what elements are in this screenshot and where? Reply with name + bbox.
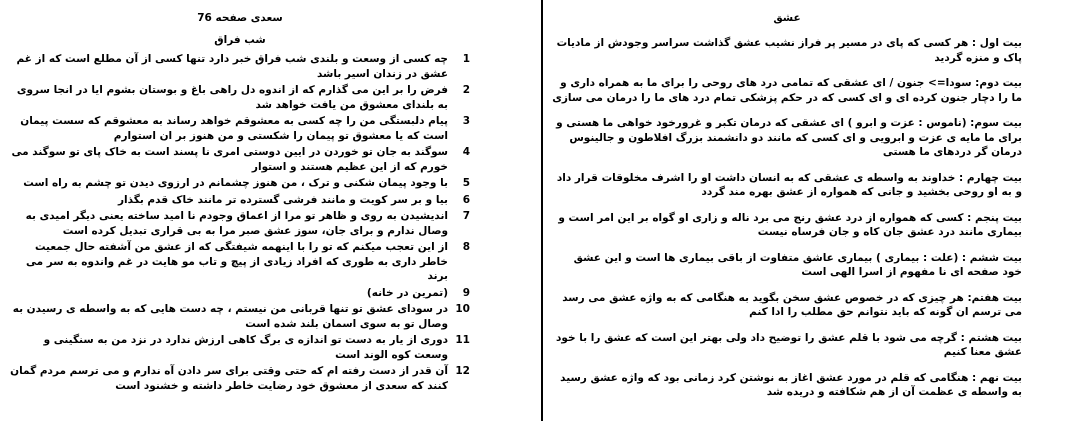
right-column xyxy=(552,0,1022,411)
bayt-paragraph: بیت پنجم : کسی که همواره از درد عشق رنج می برد ناله و زاری او گواه بر این امر است و بیماری مانند درد عشق جان کاه و جان فرساه نیست xyxy=(558,211,1022,238)
list-item xyxy=(10,145,470,174)
item-text: فرض را بر این می گذارم که از اندوه دل راهی باغ و بوستان بشوم ایا در انجا سروی به بلندای معشوق من یافت خواهد شد xyxy=(16,84,448,111)
left-poem-subtitle: شب فراق xyxy=(214,33,266,46)
item-text: (تمرین در خانه) xyxy=(366,286,448,299)
right-page-title: عشق xyxy=(773,12,801,24)
bayt-paragraph: بیت اول : هر کسی که پای در مسیر پر فراز نشیب عشق گذاشت سراسر وجودش از مادیات پاک و منزه گردید xyxy=(556,37,1022,64)
list-item xyxy=(10,240,470,284)
item-text: از این تعجب میکنم که تو را با اینهمه شیفتگی که از عشق من آشفته حال جمعیت خاطر داری به طوری که افراد زیادی از پیچ و تاب مو هایت در غم واندوه به سر می برند xyxy=(25,241,448,282)
column-divider xyxy=(541,0,543,421)
bayt-paragraph: بیت هفتم: هر چیزی که در خصوص عشق سخن بگوید به هنگامی که به واژه عشق می رسد می ترسم ان گونه که باید نتوانم حق مطلب را ادا کنم xyxy=(562,291,1022,318)
bayt-paragraph: بیت دوم: سودا=> جنون / ای عشقی که تمامی درد های روحی را برای ما به همراه داری و ما را دچار جنون کرده ای و ای کسی که در حکم پزشکی تمام درد های ما را درمان می سازی xyxy=(552,77,1022,104)
item-text: اندیشیدن به روی و ظاهر تو مرا از اعماق وجودم نا امید ساخته یعنی دیگر امیدی به وصال ندارم و برای جان، سوز عشق صبر مرا به بی قراری تبدیل کرده است xyxy=(25,210,448,237)
item-text: بیا و بر سر کویت و مانند فرشی گسترده تر مانند خاک قدم بگذار xyxy=(118,193,448,206)
left-column xyxy=(10,0,470,395)
item-text: در سودای عشق تو تنها قربانی من نیستم ، چه دست هایی که به واسطه ی رسیدن به وصال تو به سوی اسمان بلند شده است xyxy=(12,303,448,330)
list-item xyxy=(10,364,470,393)
list-item xyxy=(10,193,470,208)
item-text: با وجود پیمان شکنی و ترک ، من هنوز چشمانم در ارزوی دیدن تو چشم به راه است xyxy=(23,177,448,189)
item-text: دوری از یار به دست تو اندازه ی برگ کاهی ارزش ندارد در نزد من به سنگینی و وسعت کوه الوند است xyxy=(43,334,448,361)
bayt-paragraph: بیت ششم : (علت : بیماری ) بیماری عاشق متفاوت از باقی بیماری ها است و این عشق خود صفحه ای نا مفهوم از اسرا الهی است xyxy=(573,251,1022,278)
bayt-paragraph: بیت نهم : هنگامی که قلم در مورد عشق اغاز به نوشتن کرد زمانی بود که واژه عشق رسید به واسطه ی عظمت آن از هم شکافته و دریده شد xyxy=(560,371,1022,398)
item-text: سوگند به جان تو خوردن در ایین دوستی امری نا پسند است به خاک پای تو سوگند می خورم که از این عظیم هستند و استوار xyxy=(11,146,448,173)
bayt-paragraph: بیت هشتم : گرچه می شود با قلم عشق را توضیح داد ولی بهتر این است که عشق را با خود عشق معنا کنیم xyxy=(556,331,1022,358)
list-item xyxy=(10,52,470,81)
list-item xyxy=(10,333,470,362)
item-number: 8 xyxy=(462,241,470,253)
item-number: 7 xyxy=(462,210,470,222)
item-number: 9 xyxy=(462,286,470,299)
item-number: 6 xyxy=(462,193,470,206)
bayt-paragraph: بیت چهارم : خداوند به واسطه ی عشقی که به انسان داشت او را اشرف مخلوقات قرار داد و به او روحی بخشید و جانی که همواره از عشق بهره مند گردد xyxy=(556,171,1022,198)
item-text: چه کسی از وسعت و بلندی شب فراق خبر دارد تنها کسی از آن مطلع است که از غم عشق در زندان اسیر باشد xyxy=(16,53,448,80)
item-text: آن قدر از دست رفته ام که حتی وقتی برای سر دادن آه ندارم و می ترسم مردم گمان کنند که سعدی از معشوق خود رضایت خاطر داشته و خشنود است xyxy=(10,365,448,392)
bayt-paragraph: بیت سوم: (ناموس : عزت و ابرو ) ای عشقی که درمان تکبر و غرورخود خواهی ما هستی و برای ما مایه ی عزت و ابرویی و ای کسی که مانند دو دانشمند بزرگ افلاطون و جالینوس درمان گر دردهای ما هستی xyxy=(556,117,1022,158)
list-item xyxy=(10,176,470,191)
list-item xyxy=(10,114,470,143)
item-text: پیام دلبستگی من را چه کسی به معشوقم خواهد رساند به معشوقم که سست پیمان است که یا معشوق تو پیمان را شکستی و من هنوز بر ان استوارم xyxy=(20,115,448,142)
list-item xyxy=(10,83,470,112)
item-number: 1 xyxy=(462,53,470,65)
item-number: 12 xyxy=(455,365,470,377)
list-item xyxy=(10,302,470,331)
item-number: 10 xyxy=(455,303,470,315)
item-number: 2 xyxy=(462,84,470,96)
item-number: 5 xyxy=(462,177,470,189)
item-number: 4 xyxy=(462,146,470,158)
bayt-explanations xyxy=(552,36,1022,400)
left-page-title: سعدی صفحه 76 xyxy=(197,12,283,24)
item-number: 11 xyxy=(455,334,470,346)
item-number: 3 xyxy=(462,115,470,127)
list-item xyxy=(10,286,470,301)
list-item xyxy=(10,209,470,238)
verse-list xyxy=(10,52,470,393)
